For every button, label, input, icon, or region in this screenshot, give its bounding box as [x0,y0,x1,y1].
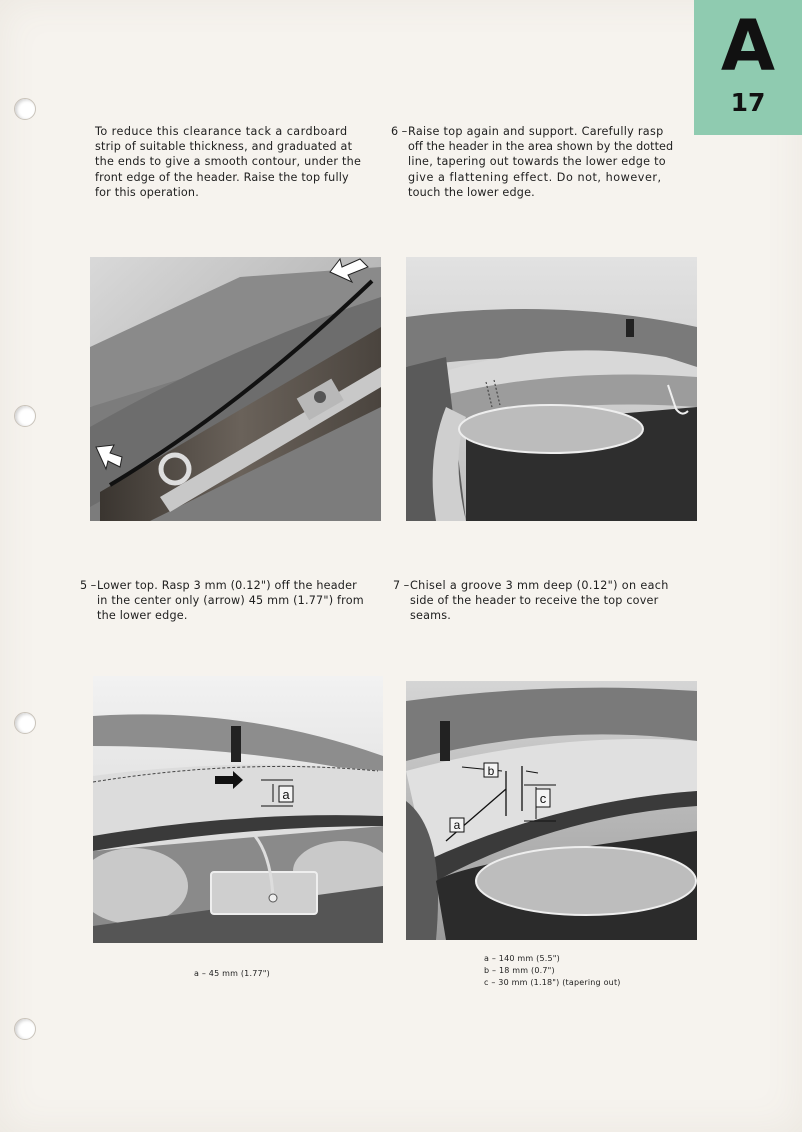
binder-hole-1 [14,98,36,120]
label-c: c [539,791,547,806]
step-6-paragraph [408,124,673,200]
caption-right-line: b – 18 mm (0.7") [484,966,555,975]
intro-line: front edge of the header. Raise the top fully [95,170,349,184]
step-6-line: off the header in the area shown by the dotted [408,140,674,154]
intro-line: the ends to give a smooth contour, under the [95,155,362,169]
step-6-line: give a flattening effect. Do not, however, [408,170,662,184]
step-6-number: 6 – [391,125,408,138]
intro-line: To reduce this clearance tack a cardboard [95,125,348,138]
step-5-number: 5 – [80,579,97,592]
step-7-line: seams. [410,609,452,623]
step-7-line: side of the header to receive the top cover [410,594,659,608]
intro-paragraph [95,124,361,200]
step-6-line: line, tapering out towards the lower edge to [408,155,666,169]
intro-line: for this operation. [95,185,199,199]
step-5-line: in the center only (arrow) 45 mm (1.77") from [97,594,364,608]
step-5-paragraph [97,578,364,624]
page-number: 17 [730,88,766,117]
caption-right-line: c – 30 mm (1.18") (tapering out) [484,978,621,987]
caption-right-line: a – 140 mm (5.5") [484,954,560,963]
step-6-line: Raise top again and support. Carefully rasp [408,125,664,138]
intro-line: strip of suitable thickness, and graduated at [95,140,353,154]
binder-hole-4 [14,1018,36,1040]
step-7-line: Chisel a groove 3 mm deep (0.12") on each [410,579,669,592]
label-a: a [282,787,290,802]
photo-groove-dimensions [406,681,697,940]
section-letter: A [720,5,776,87]
photo-rasp-center [93,676,383,943]
step-7-paragraph [410,578,669,624]
binder-hole-3 [14,712,36,734]
step-7-number: 7 – [393,579,410,592]
label-b: b [487,764,495,778]
photo-header-arrows [90,257,381,521]
step-5-line: the lower edge. [97,609,188,623]
step-5-line: Lower top. Rasp 3 mm (0.12") off the header [97,579,357,592]
label-a: a [453,818,461,832]
caption-left: a – 45 mm (1.77") [194,969,270,978]
caption-right [484,953,621,989]
section-tab [694,0,802,135]
photo-header-dotted-area [406,257,697,521]
step-6-line: touch the lower edge. [408,185,535,199]
binder-hole-2 [14,405,36,427]
